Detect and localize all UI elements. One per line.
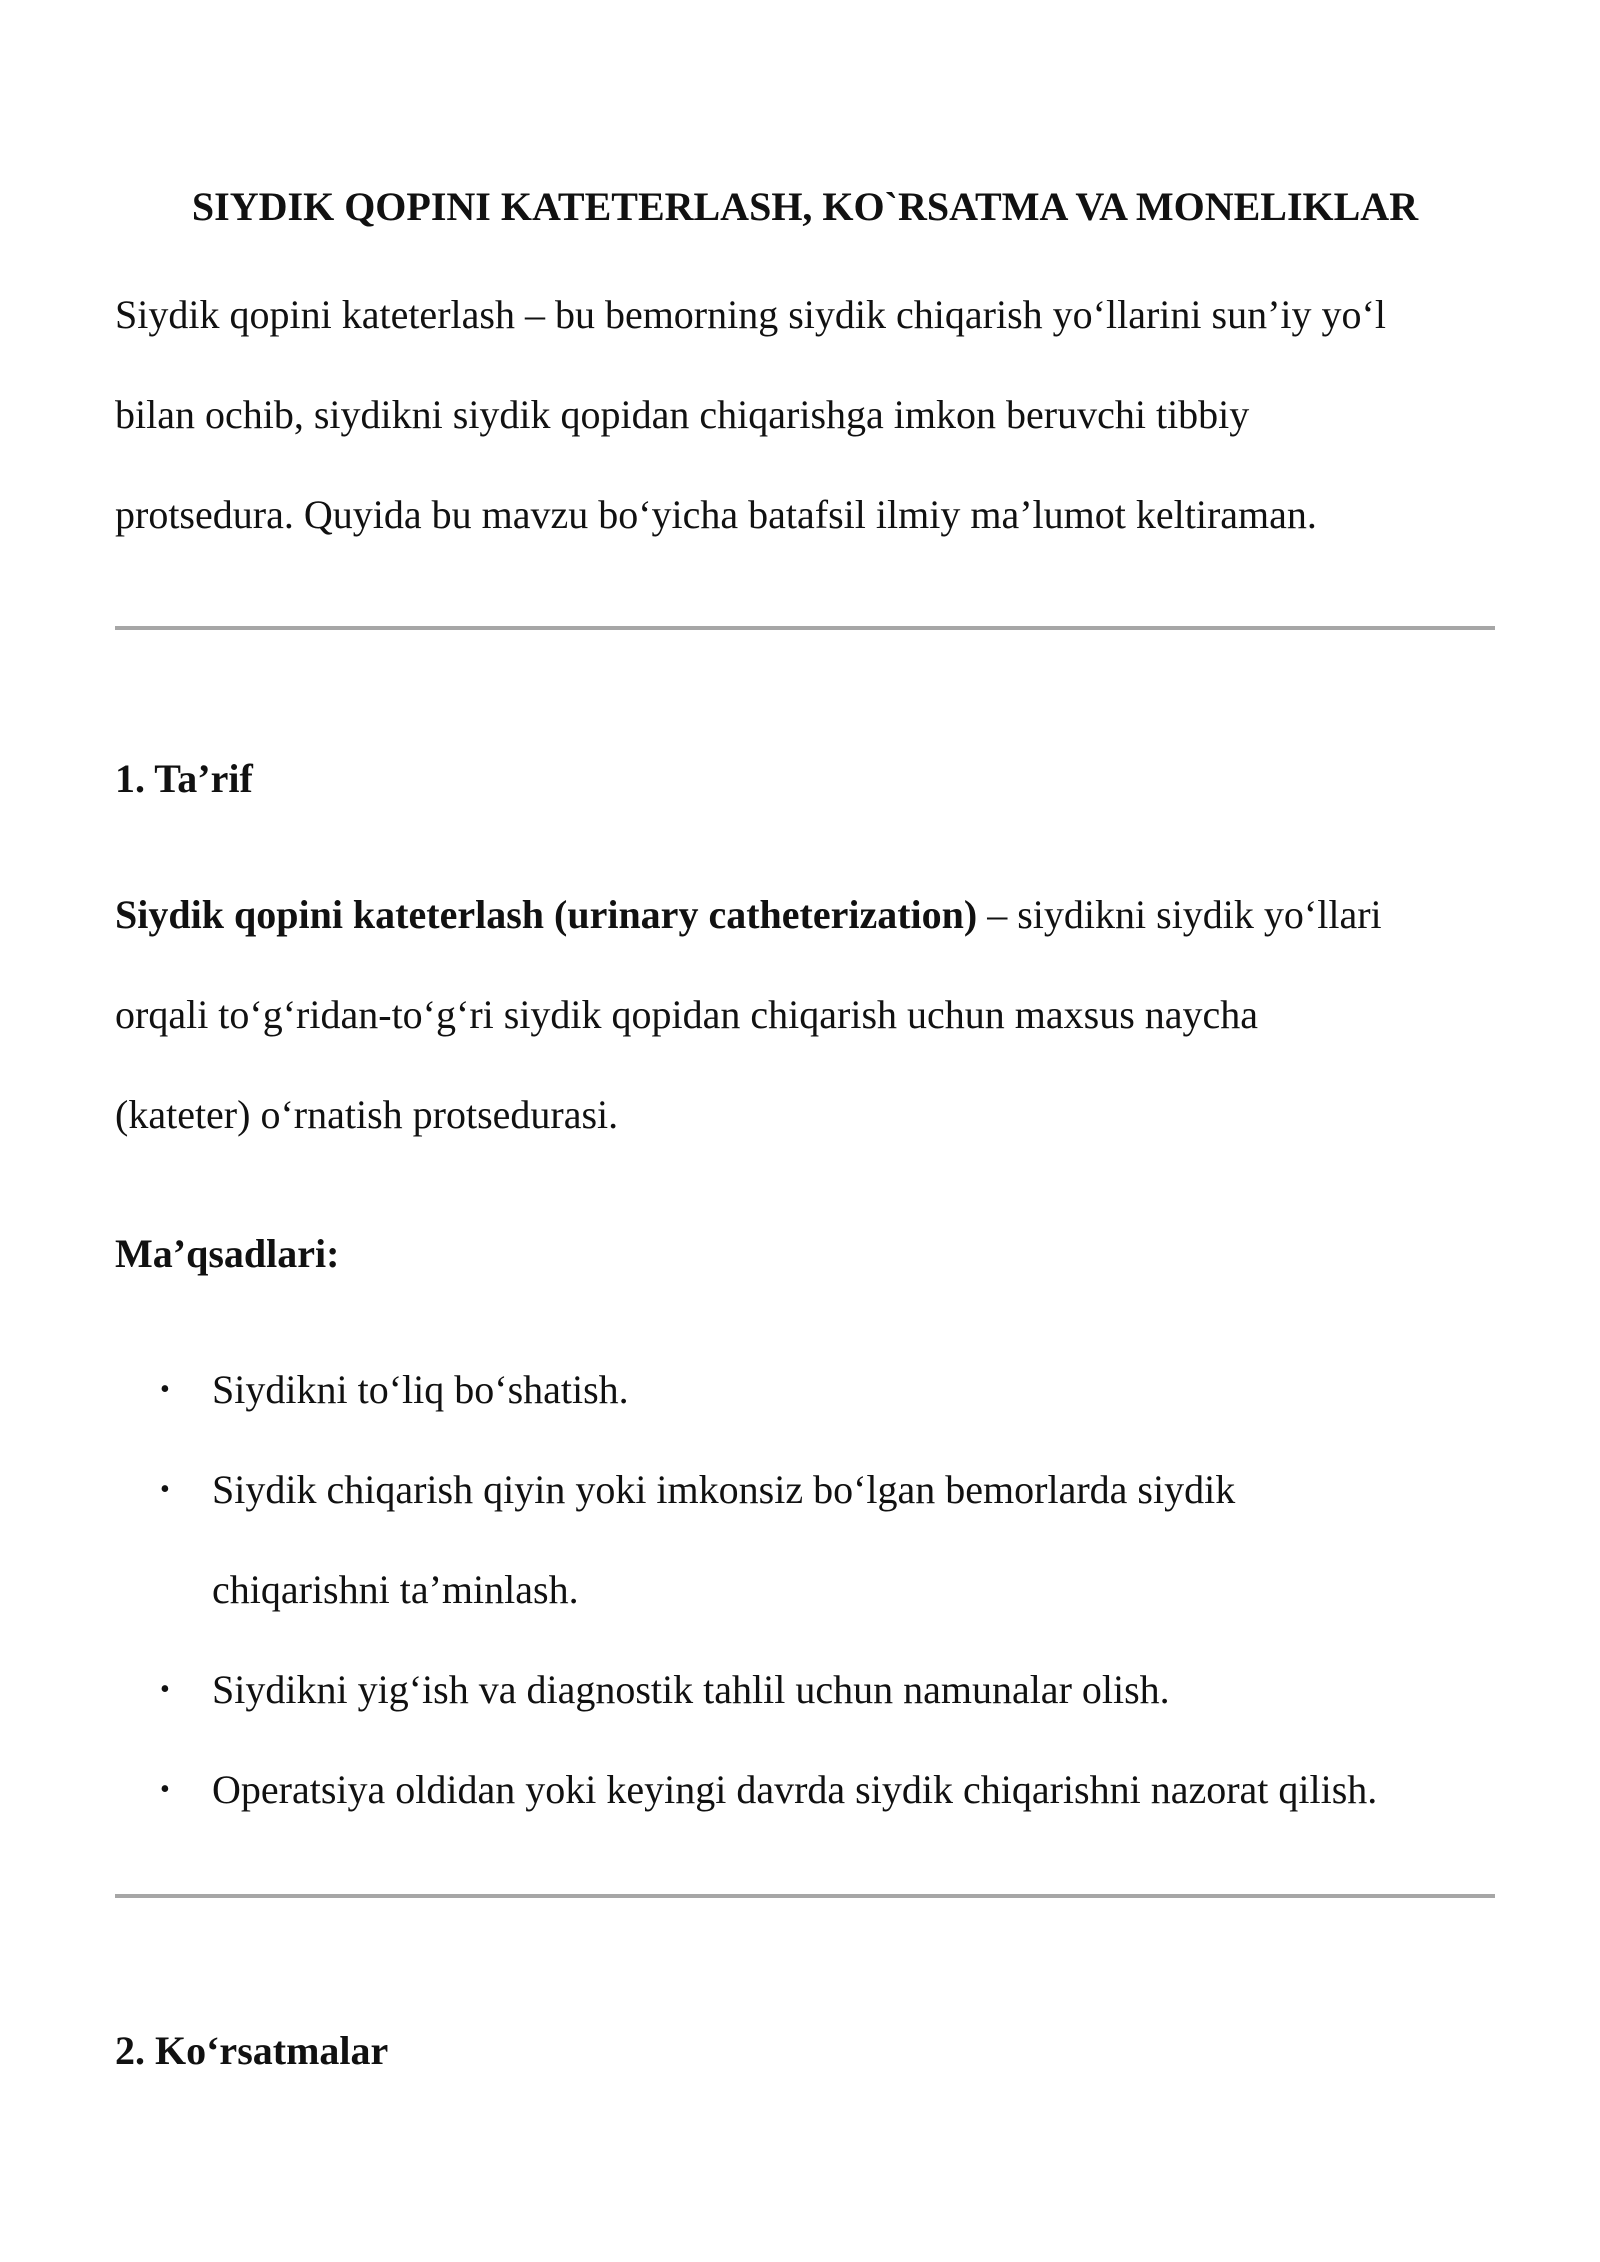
section-1-heading: 1. Ta’rif (115, 756, 253, 801)
list-item (115, 1340, 1535, 1440)
bullet-icon: • (160, 1474, 170, 1505)
list-item-text: Siydikni to‘liq bo‘shatish. (212, 1367, 629, 1412)
bullet-icon: • (160, 1374, 170, 1405)
list-item-text: Siydikni yig‘ish va diagnostik tahlil uchun namunalar olish. (212, 1667, 1170, 1712)
intro-line: bilan ochib, siydikni siydik qopidan chiqarishga imkon beruvchi tibbiy (115, 392, 1250, 437)
definition-line (115, 865, 1515, 965)
bullet-icon: • (160, 1774, 170, 1805)
horizontal-divider (115, 1894, 1495, 1898)
definition-text: – siydikni siydik yo‘llari (977, 892, 1382, 937)
document-title: SIYDIK QOPINI KATETERLASH, KO`RSATMA VA MONELIKLAR (191, 183, 1419, 229)
definition-line: orqali to‘g‘ridan-to‘g‘ri siydik qopidan chiqarish uchun maxsus naycha (115, 992, 1259, 1037)
list-item (115, 1640, 1535, 1740)
list-item (115, 1440, 1535, 1640)
definition-paragraph (115, 865, 1515, 1165)
list-item-text: Siydik chiqarish qiyin yoki imkonsiz bo‘lgan bemorlarda siydik (212, 1467, 1236, 1512)
list-item-text: chiqarishni ta’minlash. (212, 1567, 579, 1612)
goals-list (115, 1340, 1535, 1840)
bullet-icon: • (160, 1674, 170, 1705)
definition-line: (kateter) o‘rnatish protsedurasi. (115, 1092, 619, 1137)
list-item (115, 1740, 1535, 1840)
section-2-heading: 2. Ko‘rsatmalar (115, 2028, 389, 2073)
intro-line: protsedura. Quyida bu mavzu bo‘yicha batafsil ilmiy ma’lumot keltiraman. (115, 492, 1317, 537)
list-item-text: Operatsiya oldidan yoki keyingi davrda siydik chiqarishni nazorat qilish. (212, 1767, 1378, 1812)
intro-paragraph (115, 265, 1515, 565)
goals-heading: Ma’qsadlari: (115, 1231, 340, 1276)
horizontal-divider (115, 626, 1495, 630)
definition-term: Siydik qopini kateterlash (urinary catheterization) (115, 892, 978, 937)
intro-line: Siydik qopini kateterlash – bu bemorning siydik chiqarish yo‘llarini sun’iy yo‘l (115, 292, 1386, 337)
